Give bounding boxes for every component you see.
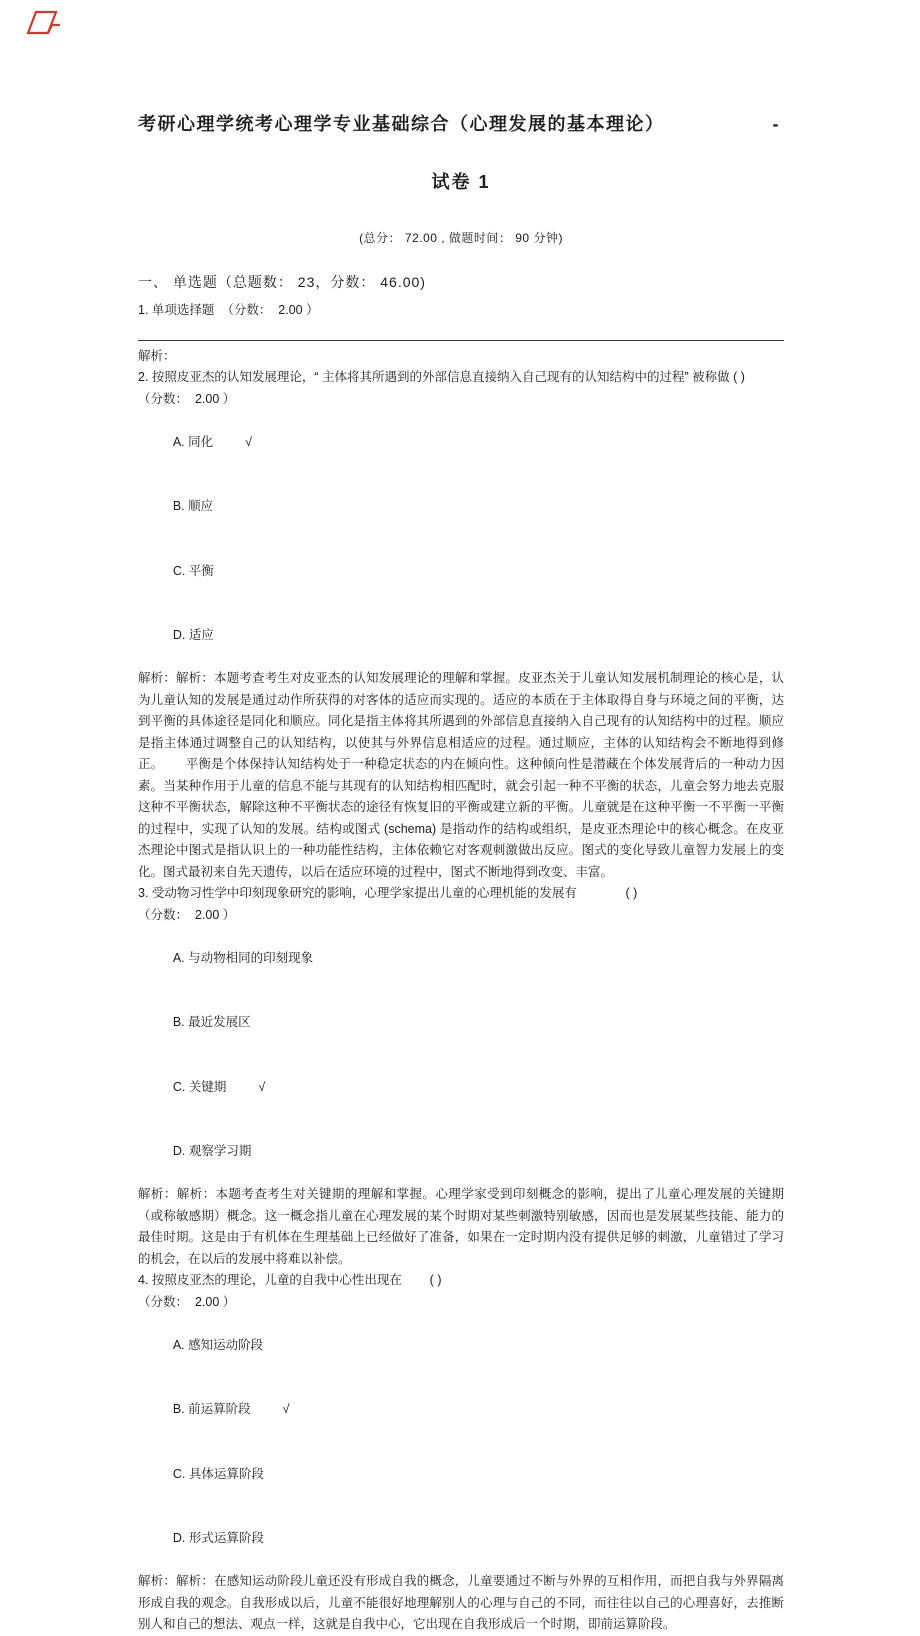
option-row	[138, 1442, 784, 1507]
question-3-analysis: 解析：解析：本题考查考生对关键期的理解和掌握。心理学家受到印刻概念的影响，提出了儿童心理发展的关键期（或称敏感期）概念。这一概念指儿童在心理发展的某个时期对某些刺激特别敏感，因而也是发展某些技能、能力的最佳时期。这是由于有机体在生理基础上已经做好了准备，如果在一定时期内没有提供足够的刺激，儿童错过了学习的机会，在以后的发展中将难以补偿。	[138, 1187, 784, 1266]
option-row	[138, 1507, 784, 1572]
option-label: D. 形式运算阶段	[172, 1531, 264, 1545]
option-label: B. 顺应	[172, 499, 214, 513]
option-row	[138, 1120, 784, 1185]
question-2-analysis: 解析：解析：本题考查考生对皮亚杰的认知发展理论的理解和掌握。皮亚杰关于儿童认知发展机制理论的核心是，认为儿童认知的发展是通过动作所获得的对客体的适应而实现的。适应的本质在于主体取得自身与环境之间的平衡，达到平衡的具体途径是同化和顺应。同化是指主体将其所遇到的外部信息直接纳入自己现有的认知结构中的过程。顺应是指主体通过调整自己的认知结构，以使其与外界信息相适应的过程。通过顺应，主体的认知结构会不断地得到修正。 平衡是个体保持认知结构处于一种稳定状态的内在倾向性。这种倾向性是潜藏在个体发展背后的一种动力因素。当某种作用于儿童的信息不能与其现有的认知结构相匹配时，就会引起一种不平衡的状态，儿童会努力地去克服这种不平衡状态，解除这种不平衡状态的途径有恢复旧的平衡或建立新的平衡。儿童就是在这种平衡一不平衡一平衡的过程中，实现了认知的发展。结构或图式 (schema) 是指动作的结构或组织，是皮亚杰理论中的核心概念。在皮亚杰理论中图式是指认识上的一种功能性结构，主体依赖它对客观刺激做出反应。图式的变化导致儿童智力发展上的变化。图式最初来自先天遗传，以后在适应环境的过程中，图式不断地得到改变、丰富。	[138, 671, 784, 879]
divider	[138, 340, 784, 341]
option-row	[138, 604, 784, 669]
doc-title-dash: -	[772, 114, 780, 134]
option-row	[138, 1055, 784, 1120]
option-label: B. 最近发展区	[172, 1015, 251, 1029]
question-2-stem: 2. 按照皮亚杰的认知发展理论，“ 主体将其所遇到的外部信息直接纳入自己现有的认知结构中的过程” 被称做 ( )	[138, 370, 745, 384]
option-label: B. 前运算阶段	[172, 1402, 251, 1416]
option-label: D. 观察学习期	[172, 1144, 252, 1158]
option-label: A. 感知运动阶段	[172, 1337, 264, 1352]
doc-subtitle: 试卷 1	[431, 172, 491, 192]
check-icon: √	[245, 434, 253, 449]
question-2	[138, 367, 784, 883]
question-4-analysis: 解析：解析：在感知运动阶段儿童还没有形成自我的概念，儿童要通过不断与外界的互相作用，而把自我与外界隔离形成自我的观念。自我形成以后，儿童不能很好地理解别人的心理与自己的不同，而往往以自己的心理喜好，去推断别人和自己的想法、观点一样，这就是自我中心，它出现在自我形成后一个时期，即前运算阶段。	[138, 1574, 784, 1631]
question-4-stem: 4. 按照皮亚杰的理论，儿童的自我中心性出现在 ( )	[138, 1273, 442, 1287]
option-row	[138, 1378, 784, 1443]
option-row	[138, 1313, 784, 1378]
doc-title-row	[138, 112, 784, 136]
option-label: D. 适应	[172, 628, 214, 642]
option-label: C. 平衡	[172, 563, 214, 578]
check-icon: √	[282, 1402, 290, 1416]
doc-meta: (总分： 72.00 , 做题时间： 90 分钟)	[359, 231, 563, 245]
question-3	[138, 883, 784, 1270]
question-3-stem: 3. 受动物习性学中印刻现象研究的影响，心理学家提出儿童的心理机能的发展有 ( )	[138, 886, 638, 900]
question-4-score: （分数： 2.00 ）	[138, 1294, 236, 1309]
option-label: C. 具体运算阶段	[172, 1466, 264, 1481]
question-4	[138, 1270, 784, 1636]
option-row	[138, 991, 784, 1056]
option-row	[138, 475, 784, 540]
question-1	[138, 300, 784, 367]
page-corner-icon	[22, 7, 66, 39]
question-3-score: （分数： 2.00 ）	[138, 907, 236, 922]
option-label: A. 与动物相同的印刻现象	[172, 950, 314, 965]
option-row	[138, 926, 784, 991]
question-1-stem: 1. 单项选择题 （分数： 2.00 ）	[138, 303, 319, 317]
option-row	[138, 539, 784, 604]
document-page	[138, 112, 784, 1636]
question-1-analysis: 解析：	[138, 348, 176, 363]
section-header: 一、 单选题（总题数： 23，分数： 46.00)	[138, 274, 426, 290]
option-label: A. 同化	[172, 434, 214, 449]
question-2-score: （分数： 2.00 ）	[138, 391, 236, 406]
option-row	[138, 410, 784, 475]
doc-title: 考研心理学统考心理学专业基础综合（心理发展的基本理论）	[138, 114, 665, 134]
check-icon: √	[258, 1079, 266, 1094]
option-label: C. 关键期	[172, 1079, 227, 1094]
